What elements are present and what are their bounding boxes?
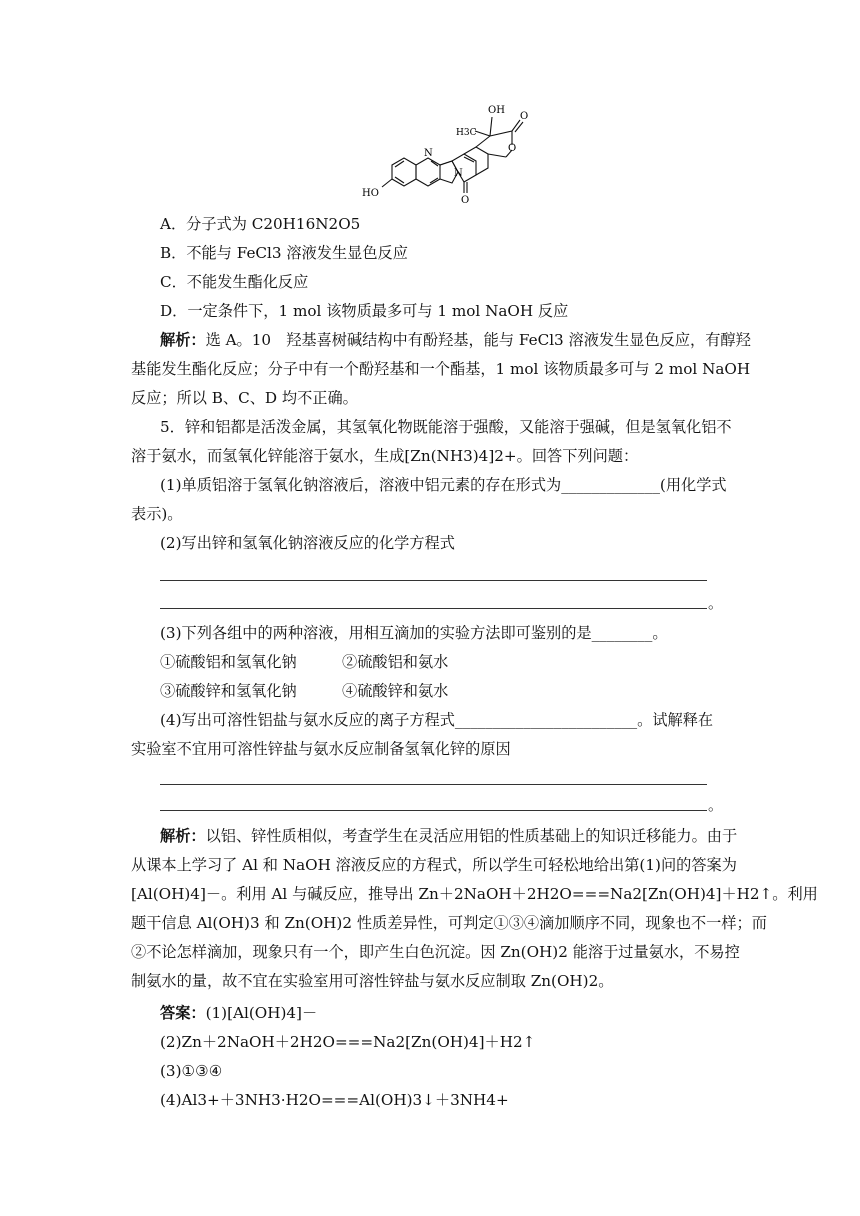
ho-left-label: HO: [362, 188, 379, 199]
analysis2-line5: ②不论怎样滴加，现象只有一个，即产生白色沉淀。因 Zn(OH)2 能溶于过量氨水，不易控: [131, 943, 740, 961]
answer-blank-line: [160, 580, 707, 581]
carbonyl-o-bottom-label: O: [461, 195, 470, 206]
analysis2-line3: [Al(OH)4]－。利用 Al 与碱反应，推导出 Zn＋2NaOH＋2H2O===Na2[Zn(OH)4]＋H2↑。利用: [131, 885, 818, 903]
ring-o-label: O: [508, 143, 517, 154]
analysis2-line2: 从课本上学习了 Al 和 NaOH 溶液反应的方程式，所以学生可轻松地给出第(1)问的答案为: [131, 856, 737, 874]
oh-top-label: OH: [488, 105, 505, 116]
analysis1-line3: 反应；所以 B、C、D 均不正确。: [131, 389, 358, 407]
period-mark: 。: [708, 594, 724, 612]
answers-line1: [160, 1003, 317, 1023]
q5-part4-line1: (4)写出可溶性铝盐与氨水反应的离子方程式________________________。试解释在: [160, 711, 714, 729]
analysis1-line2: 基能发生酯化反应；分子中有一个酚羟基和一个酯基，1 mol 该物质最多可与 2 mol NaOH: [131, 360, 751, 378]
n-left-label: N: [424, 148, 433, 159]
q5-part1-line1: (1)单质铝溶于氢氧化钠溶液后，溶液中铝元素的存在形式为_____________(用化学式: [160, 476, 727, 494]
answer-blank-line: [160, 608, 707, 609]
q5-part1-line2: 表示)。: [131, 505, 183, 523]
period-mark: 。: [708, 796, 724, 814]
h3c-label: H3C: [456, 128, 477, 138]
option-d: D．一定条件下，1 mol 该物质最多可与 1 mol NaOH 反应: [160, 302, 569, 320]
analysis1-line1: [160, 330, 751, 350]
answers-label: 答案：: [160, 1004, 206, 1022]
option-b: B．不能与 FeCl3 溶液发生显色反应: [160, 244, 408, 262]
carbonyl-o-top-label: O: [520, 111, 529, 122]
analysis2-line1: [160, 826, 737, 846]
analysis1-label: 解析：: [160, 331, 206, 349]
answer-blank-line: [160, 810, 707, 811]
q5-option-4: ④硫酸锌和氨水: [342, 682, 449, 700]
answer-1: (1)[Al(OH)4]－: [205, 1004, 318, 1022]
q5-option-1: ①硫酸铝和氢氧化钠: [160, 653, 297, 671]
q5-intro-line2: 溶于氨水，而氢氧化锌能溶于氨水，生成[Zn(NH3)4]2+。回答下列问题：: [131, 447, 639, 465]
answer-2: (2)Zn＋2NaOH＋2H2O===Na2[Zn(OH)4]＋H2↑: [160, 1033, 536, 1051]
analysis1-text1: 选 A。10 羟基喜树碱结构中有酚羟基，能与 FeCl3 溶液发生显色反应，有醇羟: [205, 331, 751, 349]
analysis2-text1: 以铝、锌性质相似，考查学生在灵活应用铝的性质基础上的知识迁移能力。由于: [205, 827, 738, 845]
option-c: C．不能发生酯化反应: [160, 273, 309, 291]
q5-part4-line2: 实验室不宜用可溶性锌盐与氨水反应制备氢氧化锌的原因: [131, 740, 511, 758]
q5-part3: (3)下列各组中的两种溶液，用相互滴加的实验方法即可鉴别的是________。: [160, 624, 668, 642]
analysis2-line6: 制氨水的量，故不宜在实验室用可溶性锌盐与氨水反应制取 Zn(OH)2。: [131, 972, 614, 990]
answer-3: (3)①③④: [160, 1062, 223, 1080]
q5-option-2: ②硫酸铝和氨水: [342, 653, 449, 671]
q5-part2: (2)写出锌和氢氧化钠溶液反应的化学方程式: [160, 534, 455, 552]
hydroxycamptothecin-structure: [360, 95, 540, 207]
analysis2-line4: 题干信息 Al(OH)3 和 Zn(OH)2 性质差异性，可判定①③④滴加顺序不同，现象也不一样；而: [131, 914, 767, 932]
q5-intro-line1: 5．锌和铝都是活泼金属，其氢氧化物既能溶于强酸，又能溶于强碱，但是氢氧化铝不: [160, 418, 732, 436]
q5-option-3: ③硫酸锌和氢氧化钠: [160, 682, 297, 700]
analysis2-label: 解析：: [160, 827, 206, 845]
answer-4: (4)Al3+＋3NH3·H2O===Al(OH)3↓＋3NH4+: [160, 1091, 509, 1109]
option-a: A．分子式为 C20H16N2O5: [160, 215, 361, 233]
n-right-label: N: [454, 168, 463, 179]
answer-blank-line: [160, 784, 707, 785]
